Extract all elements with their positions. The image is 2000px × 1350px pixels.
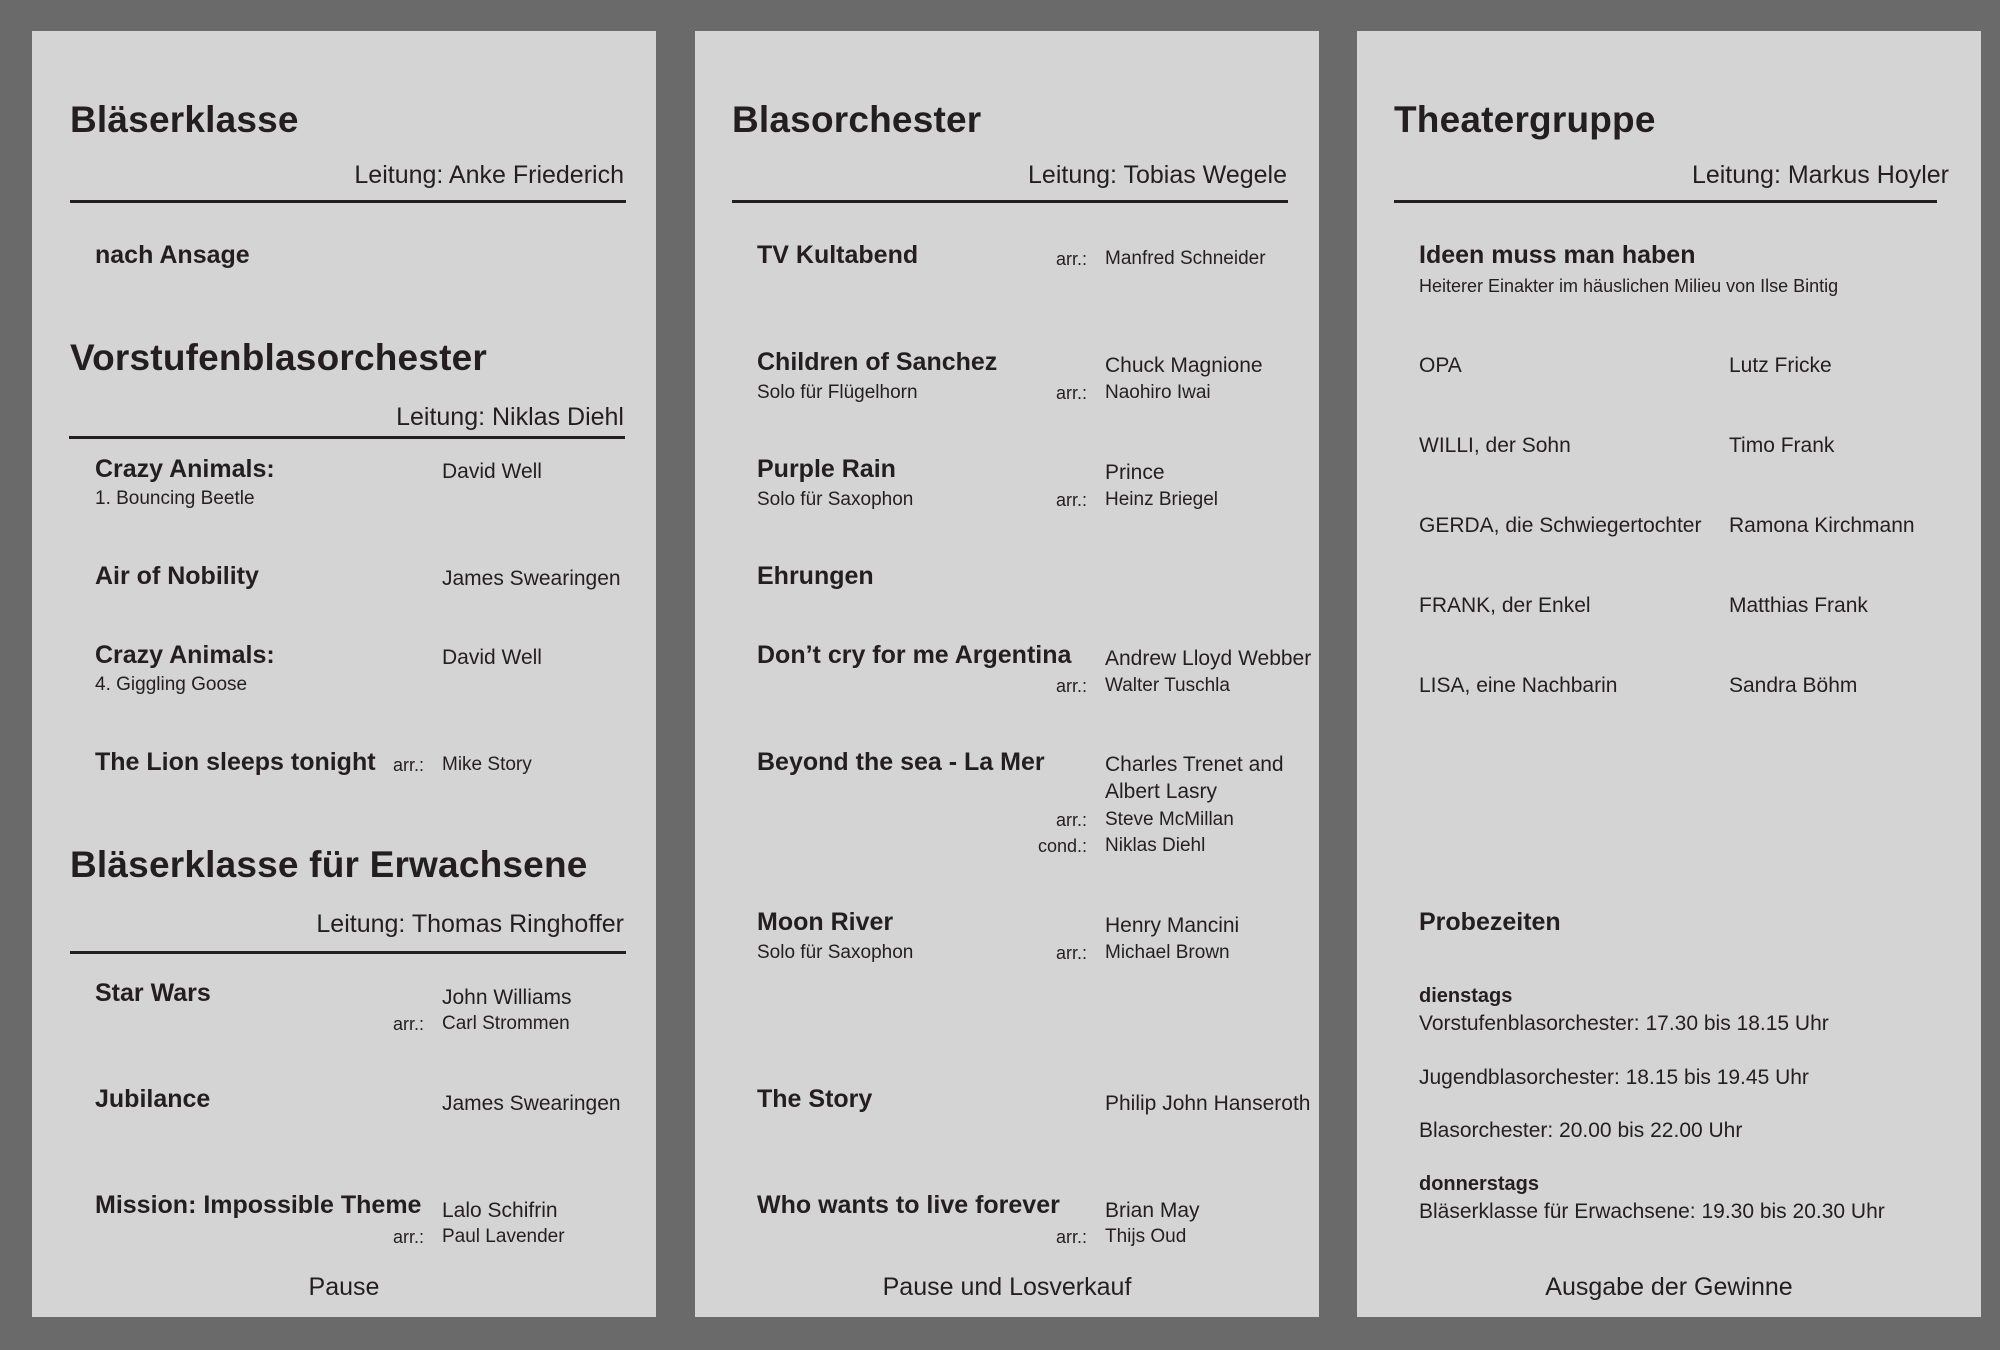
rehearsal-time: Bläserklasse für Erwachsene: 19.30 bis 20.30 Uhr <box>1419 1200 1885 1223</box>
arr-label: arr.: <box>1055 810 1087 830</box>
program-item-title: Beyond the sea - La Mer <box>757 748 1045 776</box>
composer: Chuck Magnione <box>1105 354 1263 377</box>
composer: Lalo Schifrin <box>442 1199 558 1222</box>
arranger: Paul Lavender <box>442 1226 565 1247</box>
divider <box>69 436 625 439</box>
program-item-title: Who wants to live forever <box>757 1191 1060 1219</box>
section-title-theatergruppe: Theatergruppe <box>1394 99 1656 140</box>
arranger: Carl Strommen <box>442 1013 570 1034</box>
cast-role: LISA, eine Nachbarin <box>1419 674 1618 697</box>
program-panel-1 <box>32 31 656 1317</box>
arr-label: arr.: <box>1055 1227 1087 1247</box>
composer: David Well <box>442 460 542 483</box>
arranger: Steve McMillan <box>1105 809 1234 830</box>
program-item-title: TV Kultabend <box>757 241 919 269</box>
cast-role: GERDA, die Schwiegertochter <box>1419 514 1702 537</box>
section-lead: Leitung: Anke Friederich <box>354 161 624 189</box>
cast-actor: Ramona Kirchmann <box>1729 514 1915 537</box>
composer: Albert Lasry <box>1105 780 1218 803</box>
cast-role: WILLI, der Sohn <box>1419 434 1571 457</box>
section-lead: Leitung: Markus Hoyler <box>1691 161 1949 189</box>
cond-label: cond.: <box>1037 836 1087 856</box>
program-panel-2 <box>695 31 1319 1317</box>
rehearsal-time: Blasorchester: 20.00 bis 22.00 Uhr <box>1419 1119 1743 1142</box>
divider <box>70 200 626 203</box>
section-title-erwachsene: Bläserklasse für Erwachsene <box>70 844 588 885</box>
play-title: Ideen muss man haben <box>1419 241 1696 269</box>
arranger: Walter Tuschla <box>1105 675 1230 696</box>
arr-label: arr.: <box>1055 490 1087 510</box>
section-title-blasorchester: Blasorchester <box>732 99 982 140</box>
arranger: Manfred Schneider <box>1105 248 1266 269</box>
composer: Prince <box>1105 461 1165 484</box>
section-title-vorstufen: Vorstufenblasorchester <box>70 337 488 378</box>
program-item-title: Star Wars <box>95 979 211 1007</box>
play-subtitle: Heiterer Einakter im häuslichen Milieu von Ilse Bintig <box>1419 276 1839 296</box>
program-item-sub: 1. Bouncing Beetle <box>95 488 255 509</box>
program-item-sub: Solo für Saxophon <box>757 942 914 963</box>
section-lead: Leitung: Thomas Ringhoffer <box>316 910 624 938</box>
arr-label: arr.: <box>1055 676 1087 696</box>
arranger: Heinz Briegel <box>1105 489 1218 510</box>
conductor: Niklas Diehl <box>1105 835 1206 856</box>
composer: David Well <box>442 646 542 669</box>
composer: James Swearingen <box>442 1092 621 1115</box>
cast-actor: Matthias Frank <box>1729 594 1868 617</box>
rehearsal-time: Jugendblasorchester: 18.15 bis 19.45 Uhr <box>1419 1066 1809 1089</box>
arranger: Naohiro Iwai <box>1105 382 1211 403</box>
divider <box>1394 200 1937 203</box>
program-item-title: Ehrungen <box>757 562 874 590</box>
program-item-title: Crazy Animals: <box>95 455 275 483</box>
section-lead: Leitung: Tobias Wegele <box>1028 161 1287 189</box>
arr-label: arr.: <box>392 1227 424 1247</box>
arr-label: arr.: <box>1055 383 1087 403</box>
program-item-title: Crazy Animals: <box>95 641 275 669</box>
divider <box>70 951 626 954</box>
program-item-title: nach Ansage <box>95 241 250 269</box>
program-item-title: Children of Sanchez <box>757 348 998 376</box>
composer: Henry Mancini <box>1105 914 1240 937</box>
program-item-title: The Lion sleeps tonight <box>95 748 376 776</box>
composer: Andrew Lloyd Webber <box>1105 647 1312 670</box>
composer: Brian May <box>1105 1199 1200 1222</box>
rehearsal-day: donnerstags <box>1419 1173 1540 1195</box>
arr-label: arr.: <box>1055 943 1087 963</box>
program-item-sub: 4. Giggling Goose <box>95 674 248 695</box>
rehearsal-time: Vorstufenblasorchester: 17.30 bis 18.15 Uhr <box>1419 1012 1829 1035</box>
composer: Charles Trenet and <box>1105 753 1284 776</box>
program-item-title: The Story <box>757 1085 873 1113</box>
arr-label: arr.: <box>392 1014 424 1034</box>
program-item-title: Air of Nobility <box>95 562 259 590</box>
cast-actor: Sandra Böhm <box>1729 674 1858 697</box>
rehearsal-title: Probezeiten <box>1419 908 1561 936</box>
rehearsal-day: dienstags <box>1419 985 1513 1007</box>
composer: Philip John Hanseroth <box>1105 1092 1311 1115</box>
program-item-title: Moon River <box>757 908 894 936</box>
section-lead: Leitung: Niklas Diehl <box>396 403 624 431</box>
program-item-sub: Solo für Saxophon <box>757 489 914 510</box>
cast-actor: Lutz Fricke <box>1729 354 1832 377</box>
program-item-title: Mission: Impossible Theme <box>95 1191 422 1219</box>
arranger: Michael Brown <box>1105 942 1230 963</box>
arr-label: arr.: <box>392 755 424 775</box>
arr-label: arr.: <box>1055 249 1087 269</box>
cast-role: OPA <box>1419 354 1462 377</box>
footer-note: Pause <box>308 1273 380 1301</box>
arranger: Thijs Oud <box>1105 1226 1187 1247</box>
footer-note: Pause und Losverkauf <box>882 1273 1132 1301</box>
divider <box>732 200 1288 203</box>
program-item-sub: Solo für Flügelhorn <box>757 382 918 403</box>
program-item-title: Don’t cry for me Argentina <box>757 641 1072 669</box>
arranger: Mike Story <box>442 754 532 775</box>
program-item-title: Jubilance <box>95 1085 211 1113</box>
program-panel-3 <box>1357 31 1981 1317</box>
composer: John Williams <box>442 986 572 1009</box>
composer: James Swearingen <box>442 567 621 590</box>
program-item-title: Purple Rain <box>757 455 896 483</box>
section-title-blaeserklasse: Bläserklasse <box>70 99 299 140</box>
cast-role: FRANK, der Enkel <box>1419 594 1591 617</box>
cast-actor: Timo Frank <box>1729 434 1835 457</box>
footer-note: Ausgabe der Gewinne <box>1545 1273 1793 1301</box>
